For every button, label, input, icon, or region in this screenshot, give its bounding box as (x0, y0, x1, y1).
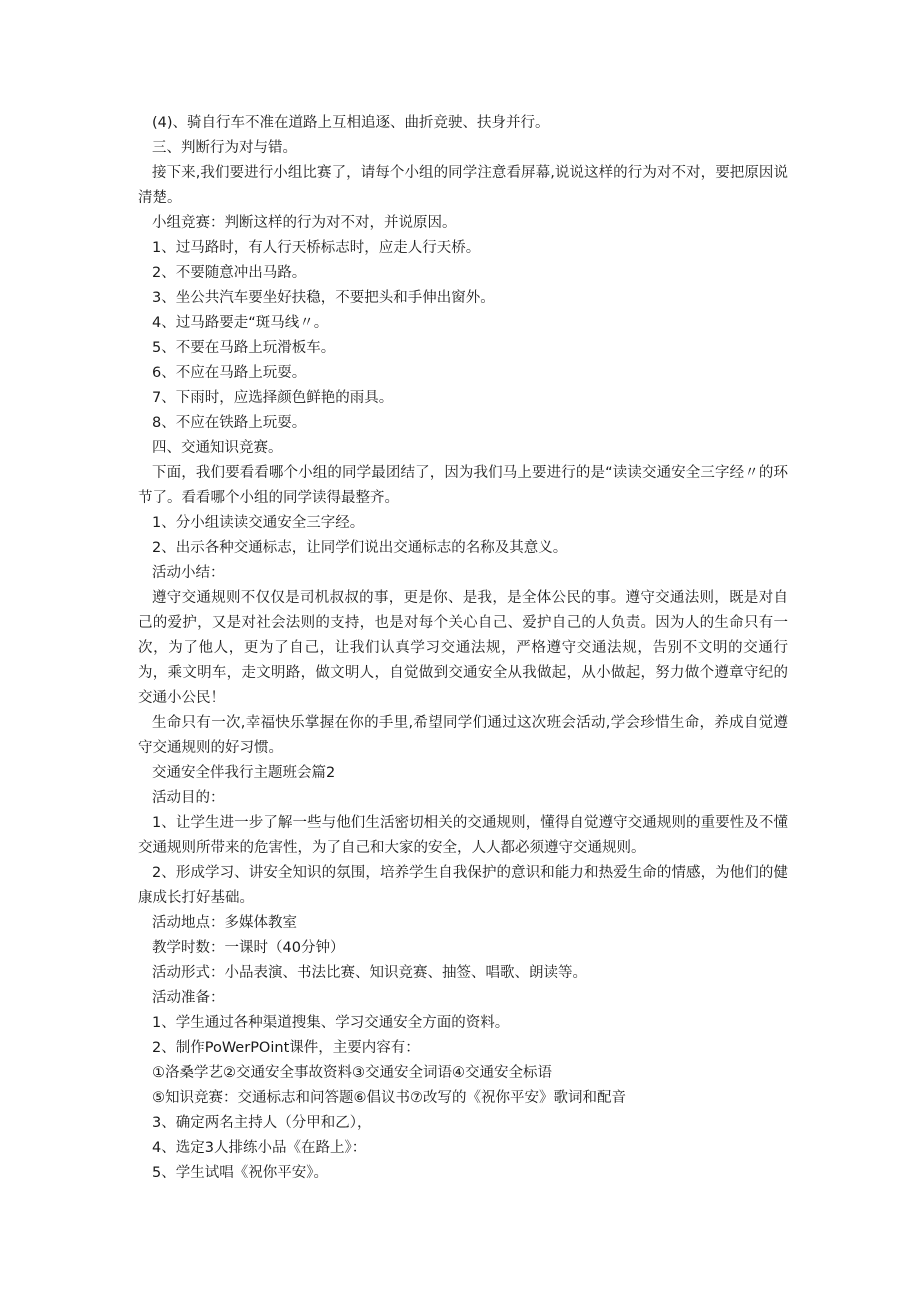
list-item-2: 2、不要随意冲出马路。 (152, 265, 307, 281)
list-item-1: 1、过马路时，有人行天桥标志时，应走人行天桥。 (152, 240, 481, 256)
goal-item-2: 2、形成学习、讲安全知识的氛围，培养学生自我保护的意识和能力和热爱生命的情感，为他们的健康成长打好基础。 (138, 865, 788, 906)
list-item-read: 1、分小组读读交通安全三字经。 (152, 515, 365, 531)
document-body (138, 111, 788, 1186)
heading-goals: 活动目的： (152, 790, 225, 806)
list-item-8: 8、不应在铁路上玩耍。 (152, 415, 307, 431)
heading-summary: 活动小结： (152, 565, 225, 581)
section-heading-3: 三、判断行为对与错。 (152, 140, 297, 156)
teaching-hours: 教学时数：一课时（40分钟） (152, 940, 345, 956)
list-item-7: 7、下雨时，应选择颜色鲜艳的雨具。 (152, 390, 394, 406)
list-item-3: 3、坐公共汽车要坐好扶稳，不要把头和手伸出窗外。 (152, 290, 495, 306)
prep-item-1: 1、学生通过各种渠道搜集、学习交通安全方面的资料。 (152, 1015, 510, 1031)
paragraph-rule-4: (4)、骑自行车不准在道路上互相追逐、曲折竞驶、扶身并行。 (152, 115, 550, 131)
prep-item-5: 5、学生试唱《祝你平安》。 (152, 1165, 328, 1181)
paragraph-three-character: 下面，我们要看看哪个小组的同学最团结了，因为我们马上要进行的是“读读交通安全三字经〃的环节了。看看哪个小组的同学读得最整齐。 (138, 465, 788, 506)
heading-preparation: 活动准备： (152, 990, 225, 1006)
activity-location: 活动地点：多媒体教室 (152, 915, 297, 931)
list-item-6: 6、不应在马路上玩耍。 (152, 365, 307, 381)
list-item-4: 4、过马路要走“斑马线〃。 (152, 315, 329, 331)
prep-item-2: 2、制作PoWerPOint课件，主要内容有： (152, 1040, 420, 1056)
list-item-5: 5、不要在马路上玩滑板车。 (152, 340, 336, 356)
goal-item-1: 1、让学生进一步了解一些与他们生活密切相关的交通规则，懂得自觉遵守交通规则的重要性及不懂交通规则所带来的危害性，为了自己和大家的安全，人人都必须遵守交通规则。 (138, 815, 788, 856)
section-heading-4: 四、交通知识竞赛。 (152, 440, 283, 456)
paragraph-intro-contest: 接下来,我们要进行小组比赛了，请每个小组的同学注意看屏幕,说说这样的行为对不对，要把原因说清楚。 (138, 165, 788, 206)
prep-item-3: 3、确定两名主持人（分甲和乙）， (152, 1115, 372, 1131)
prep-contents-line-1: ①洛桑学艺②交通安全事故资料③交通安全词语④交通安全标语 (152, 1065, 552, 1081)
heading-part-2: 交通安全伴我行主题班会篇2 (152, 765, 336, 781)
paragraph-life-once: 生命只有一次,幸福快乐掌握在你的手里,希望同学们通过这次班会活动,学会珍惜生命，养成自觉遵守交通规则的好习惯。 (138, 715, 788, 756)
activity-forms: 活动形式：小品表演、书法比赛、知识竞赛、抽签、唱歌、朗读等。 (152, 965, 587, 981)
paragraph-group-contest: 小组竞赛：判断这样的行为对不对，并说原因。 (152, 215, 457, 231)
prep-item-4: 4、选定3人排练小品《在路上》： (152, 1140, 367, 1156)
prep-contents-line-2: ⑤知识竞赛：交通标志和问答题⑥倡议书⑦改写的《祝你平安》歌词和配音 (152, 1090, 626, 1106)
paragraph-summary: 遵守交通规则不仅仅是司机叔叔的事，更是你、是我，是全体公民的事。遵守交通法则，既是对自己的爱护，又是对社会法则的支持，也是对每个关心自己、爱护自己的人负责。因为人的生命只有一次，为了他人，更为了自己，让我们认真学习交通法规，严格遵守交通法规，告别不文明的交通行为，乘文明车，走文明路，做文明人，自觉做到交通安全从我做起，从小做起，努力做个遵章守纪的交通小公民！ (138, 590, 788, 706)
list-item-signs: 2、出示各种交通标志，让同学们说出交通标志的名称及其意义。 (152, 540, 568, 556)
